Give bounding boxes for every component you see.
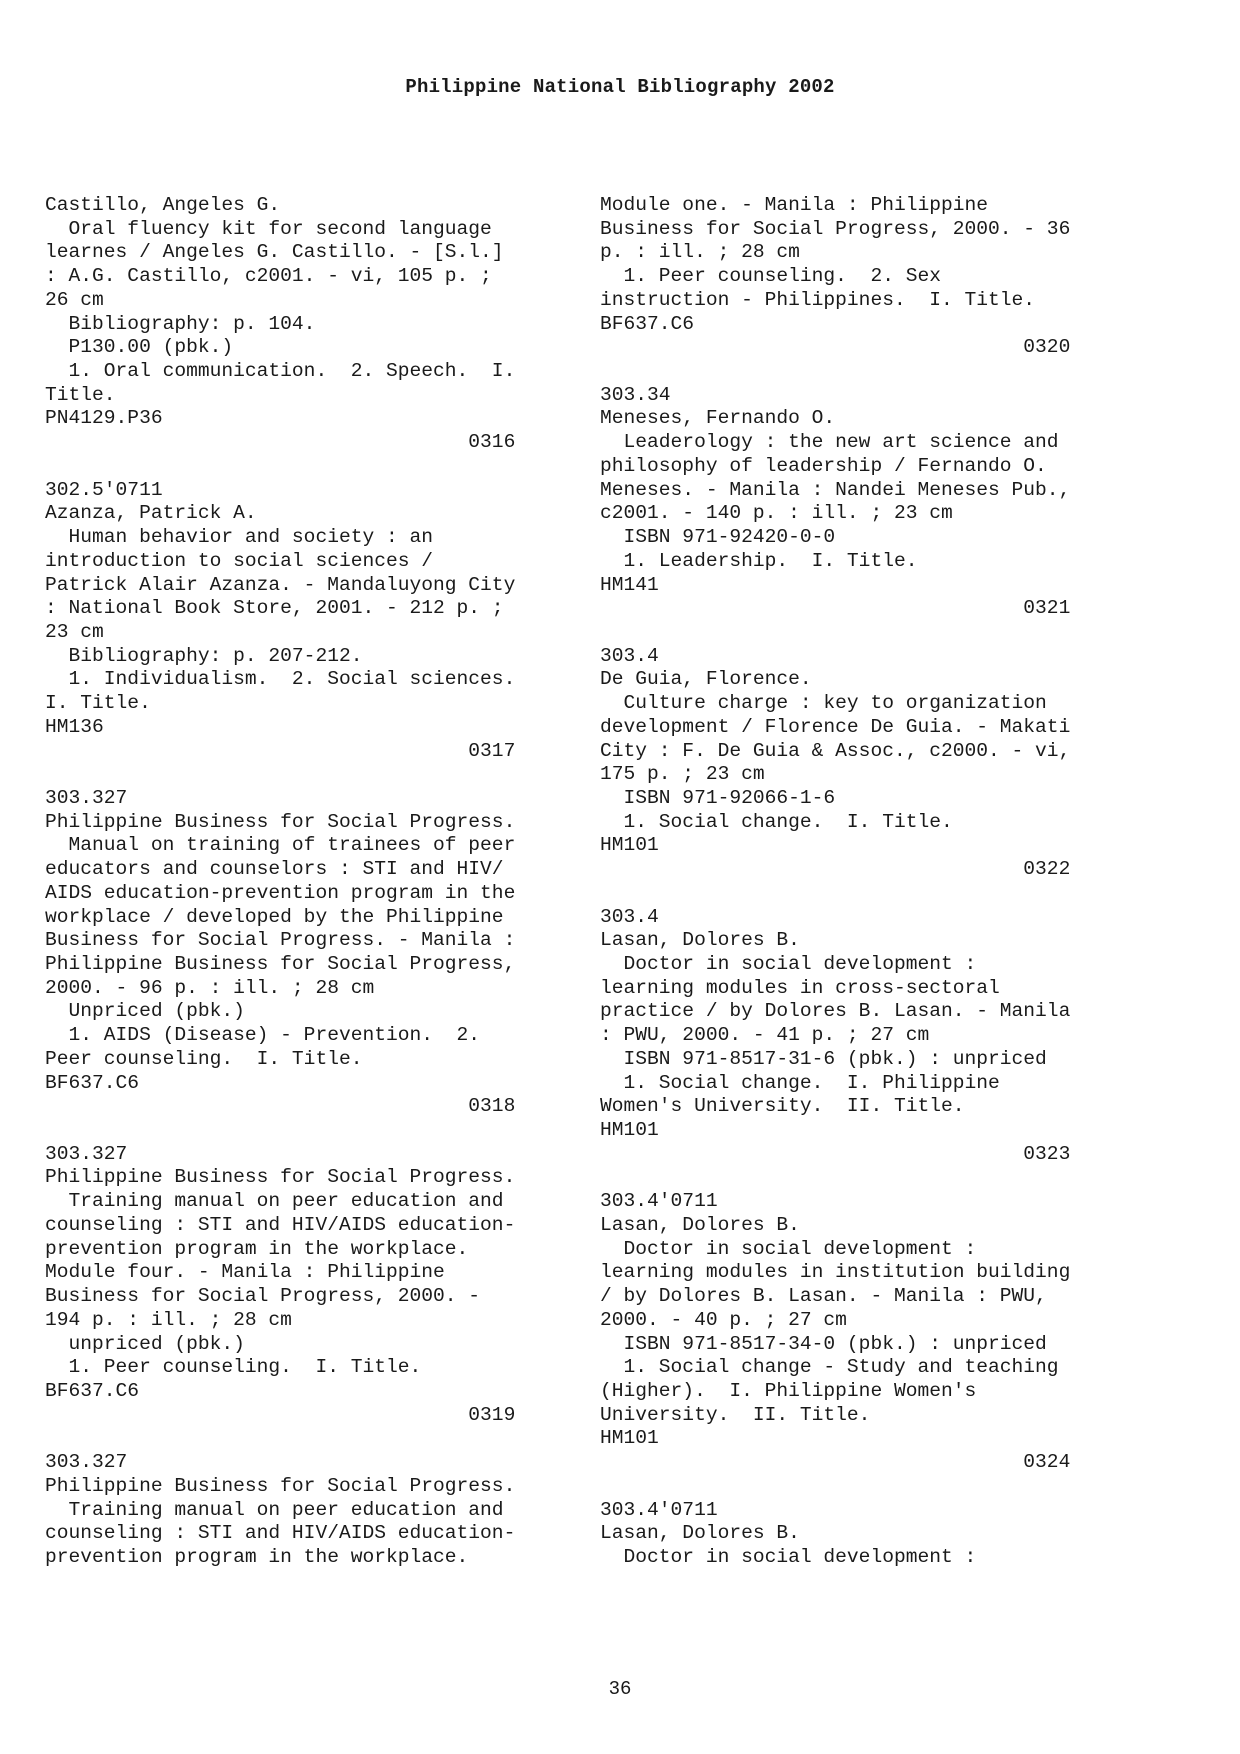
bibliography-line — [45, 1119, 565, 1143]
bibliography-line: ISBN 971-8517-34-0 (pbk.) : unpriced — [600, 1332, 1047, 1355]
bibliography-line: Patrick Alair Azanza. - Mandaluyong City — [45, 573, 516, 596]
bibliography-line: prevention program in the workplace. — [45, 1545, 469, 1568]
bibliography-line: p. : ill. ; 28 cm — [600, 241, 800, 264]
bibliography-line: 175 p. ; 23 cm — [600, 763, 765, 786]
right-column — [600, 194, 1120, 1570]
bibliography-line: 0319 — [45, 1403, 516, 1426]
page-title: Philippine National Bibliography 2002 — [405, 76, 835, 98]
bibliography-line: ISBN 971-8517-31-6 (pbk.) : unpriced — [600, 1047, 1047, 1070]
bibliography-line: 1. Social change - Study and teaching — [600, 1356, 1059, 1379]
bibliography-line: 2000. - 40 p. ; 27 cm — [600, 1308, 847, 1331]
bibliography-line: Philippine Business for Social Progress. — [45, 810, 516, 833]
bibliography-line: Philippine Business for Social Progress. — [45, 1474, 516, 1497]
bibliography-line: Lasan, Dolores B. — [600, 1522, 800, 1545]
bibliography-line: 23 cm — [45, 620, 104, 643]
bibliography-line: workplace / developed by the Philippine — [45, 905, 504, 928]
bibliography-line: 1. Peer counseling. I. Title. — [45, 1356, 422, 1379]
bibliography-line: Title. — [45, 383, 116, 406]
bibliography-line: 303.4 — [600, 644, 659, 667]
bibliography-line: Oral fluency kit for second language — [45, 217, 492, 240]
bibliography-line: Business for Social Progress, 2000. - 36 — [600, 217, 1071, 240]
bibliography-line: BF637.C6 — [45, 1071, 140, 1094]
bibliography-line: 303.4'0711 — [600, 1190, 718, 1213]
bibliography-line: Peer counseling. I. Title. — [45, 1047, 363, 1070]
bibliography-line: 1. AIDS (Disease) - Prevention. 2. — [45, 1024, 481, 1047]
bibliography-line: 1. Individualism. 2. Social sciences. — [45, 668, 516, 691]
bibliography-line: Philippine Business for Social Progress, — [45, 953, 516, 975]
bibliography-line: 1. Social change. I. Philippine — [600, 1071, 1000, 1094]
bibliography-line: De Guia, Florence. — [600, 668, 812, 691]
bibliography-line: 303.34 — [600, 383, 671, 406]
bibliography-line: Doctor in social development : — [600, 1237, 977, 1260]
bibliography-line: (Higher). I. Philippine Women's — [600, 1379, 977, 1402]
bibliography-line: Leaderology : the new art science and — [600, 431, 1059, 454]
bibliography-line: 0320 — [600, 336, 1071, 359]
bibliography-line: Doctor in social development : — [600, 953, 977, 975]
bibliography-line: 303.327 — [45, 1451, 128, 1474]
bibliography-line: Manual on training of trainees of peer — [45, 834, 516, 857]
bibliography-line: 302.5'0711 — [45, 478, 163, 501]
bibliography-line: Module four. - Manila : Philippine — [45, 1261, 445, 1284]
bibliography-line: 303.327 — [45, 786, 128, 809]
bibliography-line: University. II. Title. — [600, 1403, 871, 1426]
bibliography-line: Lasan, Dolores B. — [600, 929, 800, 952]
bibliography-line: Business for Social Progress. - Manila : — [45, 929, 516, 952]
bibliography-line: 1. Leadership. I. Title. — [600, 549, 918, 572]
bibliography-line — [600, 882, 1120, 906]
bibliography-line: 2000. - 96 p. : ill. ; 28 cm — [45, 976, 375, 999]
bibliography-line: HM101 — [600, 1427, 659, 1450]
bibliography-line: 303.4'0711 — [600, 1498, 718, 1521]
bibliography-line: 0322 — [600, 858, 1071, 881]
bibliography-line: ISBN 971-92066-1-6 — [600, 786, 836, 809]
bibliography-line: City : F. De Guia & Assoc., c2000. - vi, — [600, 739, 1071, 762]
page-number: 36 — [608, 1678, 632, 1700]
bibliography-line: Meneses. - Manila : Nandei Meneses Pub., — [600, 478, 1071, 501]
bibliography-line: 0323 — [600, 1142, 1071, 1165]
bibliography-line: learning modules in cross-sectoral — [600, 976, 1000, 999]
bibliography-line: Doctor in social development : — [600, 1545, 977, 1568]
bibliography-line: Culture charge : key to organization — [600, 692, 1047, 715]
bibliography-line: introduction to social sciences / — [45, 549, 434, 572]
bibliography-line: Unpriced (pbk.) — [45, 1000, 245, 1023]
bibliography-line: HM141 — [600, 573, 659, 596]
bibliography-line: 303.4 — [600, 905, 659, 928]
bibliography-line: ISBN 971-92420-0-0 — [600, 526, 836, 549]
bibliography-line: 1. Oral communication. 2. Speech. I. — [45, 360, 516, 383]
bibliography-line: practice / by Dolores B. Lasan. - Manila — [600, 1000, 1071, 1023]
bibliography-line: instruction - Philippines. I. Title. — [600, 288, 1036, 311]
bibliography-line: 0318 — [45, 1095, 516, 1118]
left-column — [45, 194, 565, 1570]
bibliography-line: philosophy of leadership / Fernando O. — [600, 454, 1047, 477]
bibliography-line — [600, 1166, 1120, 1190]
bibliography-line: AIDS education-prevention program in the — [45, 881, 516, 904]
bibliography-line: : A.G. Castillo, c2001. - vi, 105 p. ; — [45, 265, 492, 288]
bibliography-line: HM101 — [600, 834, 659, 857]
bibliography-line — [600, 621, 1120, 645]
bibliography-line: HM101 — [600, 1119, 659, 1142]
bibliography-line: 1. Social change. I. Title. — [600, 810, 953, 833]
bibliography-line: : PWU, 2000. - 41 p. ; 27 cm — [600, 1024, 930, 1047]
bibliography-line: 1. Peer counseling. 2. Sex — [600, 265, 941, 288]
bibliography-line: Bibliography: p. 104. — [45, 312, 316, 335]
bibliography-line: Castillo, Angeles G. — [45, 194, 281, 216]
bibliography-line: Module one. - Manila : Philippine — [600, 194, 989, 216]
bibliography-line: educators and counselors : STI and HIV/ — [45, 858, 504, 881]
bibliography-line: Human behavior and society : an — [45, 526, 434, 549]
bibliography-line: learning modules in institution building — [600, 1261, 1071, 1284]
bibliography-line: BF637.C6 — [600, 312, 695, 335]
bibliography-line: learnes / Angeles G. Castillo. - [S.l.] — [45, 241, 504, 264]
bibliography-line: BF637.C6 — [45, 1379, 140, 1402]
bibliography-line: prevention program in the workplace. — [45, 1237, 469, 1260]
bibliography-line: I. Title. — [45, 692, 151, 715]
bibliography-line — [45, 1427, 565, 1451]
bibliography-line: 303.327 — [45, 1142, 128, 1165]
bibliography-line: 0317 — [45, 739, 516, 762]
bibliography-line: P130.00 (pbk.) — [45, 336, 234, 359]
bibliography-line: Business for Social Progress, 2000. - — [45, 1285, 481, 1308]
bibliography-line — [600, 1475, 1120, 1499]
bibliography-line: HM136 — [45, 715, 104, 738]
bibliography-line: : National Book Store, 2001. - 212 p. ; — [45, 597, 504, 620]
bibliography-line — [45, 455, 565, 479]
bibliography-line: Women's University. II. Title. — [600, 1095, 965, 1118]
bibliography-line: counseling : STI and HIV/AIDS education- — [45, 1213, 516, 1236]
bibliography-line: development / Florence De Guia. - Makati — [600, 715, 1071, 738]
bibliography-line: c2001. - 140 p. : ill. ; 23 cm — [600, 502, 953, 525]
bibliography-line: unpriced (pbk.) — [45, 1332, 245, 1355]
bibliography-line: Meneses, Fernando O. — [600, 407, 836, 430]
bibliography-line — [45, 763, 565, 787]
bibliography-line: PN4129.P36 — [45, 407, 163, 430]
bibliography-line: Training manual on peer education and — [45, 1498, 504, 1521]
bibliography-line: 0324 — [600, 1451, 1071, 1474]
bibliography-line: Bibliography: p. 207-212. — [45, 644, 363, 667]
bibliography-line: Azanza, Patrick A. — [45, 502, 257, 525]
bibliography-line: Training manual on peer education and — [45, 1190, 504, 1213]
bibliography-line: 0321 — [600, 597, 1071, 620]
bibliography-line: / by Dolores B. Lasan. - Manila : PWU, — [600, 1285, 1047, 1308]
bibliography-line: counseling : STI and HIV/AIDS education- — [45, 1522, 516, 1545]
bibliography-line: 26 cm — [45, 288, 104, 311]
bibliography-line: 194 p. : ill. ; 28 cm — [45, 1308, 292, 1331]
bibliography-line: Lasan, Dolores B. — [600, 1213, 800, 1236]
bibliography-line: Philippine Business for Social Progress. — [45, 1166, 516, 1189]
bibliography-line — [600, 360, 1120, 384]
bibliography-line: 0316 — [45, 431, 516, 454]
